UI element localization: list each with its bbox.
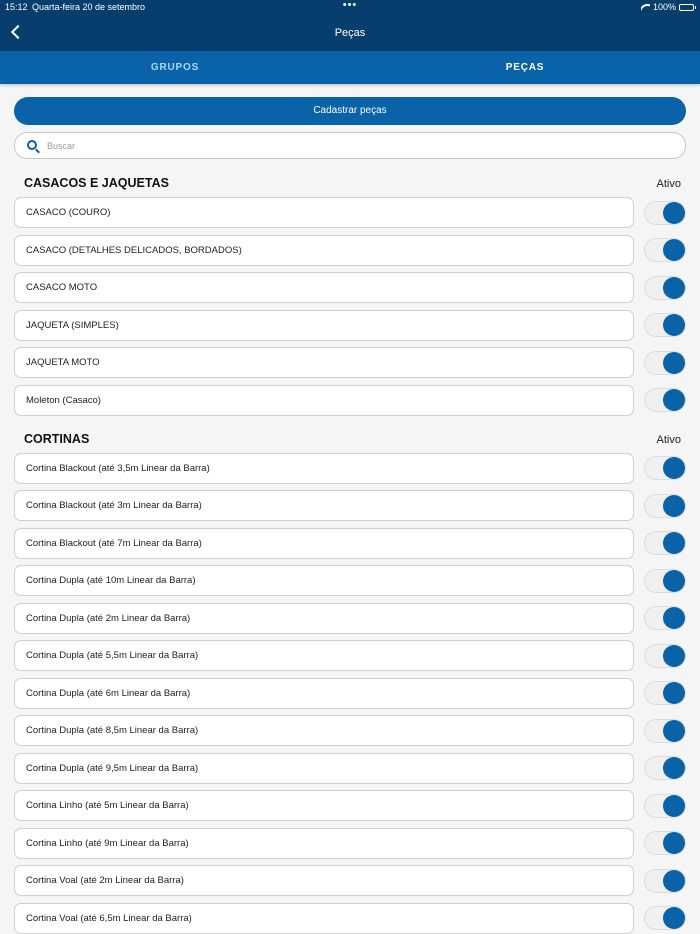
page-title: Peças: [334, 27, 366, 39]
section-title: CASACOS E JAQUETAS: [24, 176, 169, 190]
active-toggle[interactable]: [644, 238, 686, 262]
active-toggle[interactable]: [644, 388, 686, 412]
active-toggle[interactable]: [644, 756, 686, 780]
active-toggle[interactable]: [644, 494, 686, 518]
search-bar[interactable]: [14, 132, 686, 159]
status-bar: [0, 0, 700, 14]
piece-item[interactable]: [14, 235, 634, 266]
active-toggle[interactable]: [644, 351, 686, 375]
tab-grupos[interactable]: GRUPOS: [150, 62, 200, 73]
active-toggle[interactable]: [644, 201, 686, 225]
piece-label: CASACO MOTO: [26, 282, 98, 293]
battery-percentage: 100%: [652, 2, 676, 12]
piece-label: Cortina Voal (até 6,5m Linear da Barra): [26, 912, 192, 924]
toggle-knob: [663, 532, 685, 554]
piece-label: CASACO (COURO): [26, 207, 111, 218]
active-toggle[interactable]: [644, 869, 686, 893]
list-item: [14, 347, 686, 378]
active-toggle[interactable]: [644, 313, 686, 337]
toggle-knob: [663, 832, 685, 854]
piece-item[interactable]: [14, 528, 634, 559]
multitasking-dots-icon[interactable]: •••: [342, 0, 358, 11]
piece-label: Cortina Linho (até 5m Linear da Barra): [26, 800, 189, 811]
piece-item[interactable]: [14, 310, 634, 341]
piece-label: Cortina Blackout (até 3,5m Linear da Barra): [26, 462, 210, 474]
toggle-knob: [663, 907, 685, 929]
active-toggle[interactable]: [644, 569, 686, 593]
toggle-knob: [663, 682, 685, 704]
piece-label: Cortina Linho (até 9m Linear da Barra): [26, 837, 189, 849]
list-item: [14, 490, 686, 521]
register-pieces-button[interactable]: Cadastrar peças: [14, 97, 686, 125]
piece-item[interactable]: [14, 197, 634, 228]
active-toggle[interactable]: [644, 606, 686, 630]
search-icon: [27, 140, 37, 150]
piece-item[interactable]: [14, 865, 634, 896]
toggle-knob: [663, 607, 685, 629]
piece-label: Moleton (Casaco): [26, 394, 101, 406]
toggle-knob: [663, 239, 685, 261]
list-item: [14, 828, 686, 859]
piece-label: JAQUETA MOTO: [26, 357, 100, 368]
list-item: [14, 640, 686, 671]
list-item: [14, 565, 686, 596]
toggle-knob: [663, 457, 685, 479]
toggle-knob: [663, 720, 685, 742]
active-toggle[interactable]: [644, 531, 686, 555]
wifi-icon: [641, 4, 650, 11]
active-toggle[interactable]: [644, 456, 686, 480]
piece-item[interactable]: [14, 565, 634, 596]
toggle-knob: [663, 795, 685, 817]
main-content: [0, 97, 700, 934]
piece-item[interactable]: [14, 385, 634, 416]
piece-item[interactable]: [14, 678, 634, 709]
piece-item[interactable]: [14, 347, 634, 378]
status-date: Quarta-feira 20 de setembro: [32, 2, 146, 12]
piece-label: Cortina Dupla (até 2m Linear da Barra): [26, 612, 191, 624]
list-item: [14, 678, 686, 709]
piece-label: Cortina Dupla (até 6m Linear da Barra): [26, 687, 191, 699]
list-item: [14, 310, 686, 341]
search-input[interactable]: [47, 138, 647, 154]
list-item: [14, 903, 686, 934]
groups-list: [14, 176, 686, 934]
tab-pecas[interactable]: PEÇAS: [505, 62, 545, 73]
toggle-knob: [663, 570, 685, 592]
toggle-knob: [663, 389, 685, 411]
status-time: 15:12: [5, 2, 28, 12]
tab-bar: [0, 51, 700, 84]
active-toggle[interactable]: [644, 681, 686, 705]
active-toggle[interactable]: [644, 719, 686, 743]
list-item: [14, 197, 686, 228]
piece-item[interactable]: [14, 903, 634, 934]
status-right: [641, 2, 694, 12]
piece-label: CASACO (DETALHES DELICADOS, BORDADOS): [26, 244, 242, 256]
list-item: [14, 385, 686, 416]
active-toggle[interactable]: [644, 644, 686, 668]
piece-label: Cortina Voal (até 2m Linear da Barra): [26, 875, 184, 886]
top-bar: [0, 0, 700, 51]
toggle-knob: [663, 277, 685, 299]
active-column-label: Ativo: [656, 433, 681, 446]
piece-label: Cortina Dupla (até 5,5m Linear da Barra): [26, 650, 199, 661]
piece-item[interactable]: [14, 640, 634, 671]
piece-item[interactable]: [14, 828, 634, 859]
toggle-knob: [663, 352, 685, 374]
toggle-knob: [663, 870, 685, 892]
toggle-knob: [663, 314, 685, 336]
piece-label: Cortina Dupla (até 9,5m Linear da Barra): [26, 762, 199, 774]
piece-item[interactable]: [14, 272, 634, 303]
list-item: [14, 715, 686, 746]
active-toggle[interactable]: [644, 794, 686, 818]
battery-icon: [679, 4, 694, 11]
list-item: [14, 865, 686, 896]
piece-item[interactable]: [14, 715, 634, 746]
piece-label: Cortina Dupla (até 10m Linear da Barra): [26, 575, 196, 586]
list-item: [14, 453, 686, 484]
piece-label: Cortina Dupla (até 8,5m Linear da Barra): [26, 725, 199, 736]
piece-item[interactable]: [14, 790, 634, 821]
list-item: [14, 528, 686, 559]
list-item: [14, 235, 686, 266]
piece-label: JAQUETA (SIMPLES): [26, 319, 119, 331]
list-item: [14, 753, 686, 784]
piece-label: Cortina Blackout (até 7m Linear da Barra): [26, 537, 202, 549]
active-toggle[interactable]: [644, 276, 686, 300]
toggle-knob: [663, 495, 685, 517]
toggle-knob: [663, 757, 685, 779]
toggle-knob: [663, 202, 685, 224]
active-column-label: Ativo: [656, 178, 681, 190]
active-toggle[interactable]: [644, 906, 686, 930]
section-header: [14, 432, 686, 446]
section-header: [14, 176, 686, 190]
active-toggle[interactable]: [644, 831, 686, 855]
piece-item[interactable]: [14, 753, 634, 784]
list-item: [14, 272, 686, 303]
piece-item[interactable]: [14, 490, 634, 521]
piece-item[interactable]: [14, 603, 634, 634]
piece-item[interactable]: [14, 453, 634, 484]
piece-label: Cortina Blackout (até 3m Linear da Barra): [26, 500, 202, 511]
list-item: [14, 790, 686, 821]
list-item: [14, 603, 686, 634]
toggle-knob: [663, 645, 685, 667]
section-title: CORTINAS: [24, 431, 90, 446]
